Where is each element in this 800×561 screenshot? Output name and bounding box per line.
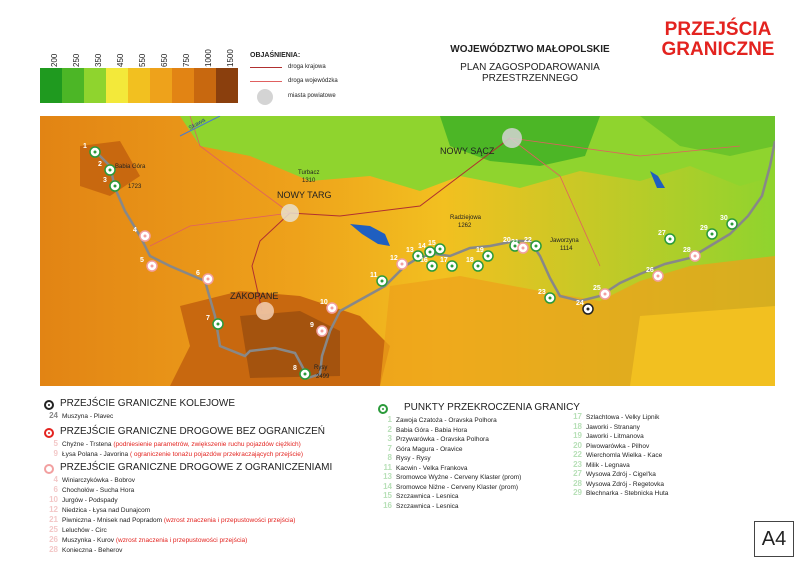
legend-row-name: Muszynka - Kurov — [62, 537, 115, 544]
legend-row-number: 25 — [49, 525, 58, 534]
crossing-marker-dot — [151, 265, 154, 268]
legend-row — [568, 412, 659, 421]
crossing-number-label: 14 — [418, 243, 426, 250]
crossing-marker-dot — [144, 235, 147, 238]
legend-row — [44, 475, 135, 484]
legend-row-name: Kacwin - Velka Frankova — [396, 464, 468, 472]
crossing-marker-dot — [109, 169, 112, 172]
legend-row-name: Sromowce Niżne - Cerveny Klaster (prom) — [396, 483, 519, 491]
legend-row-number: 22 — [573, 450, 582, 459]
crossing-number-label: 16 — [420, 257, 428, 264]
legend-row-name: Rysy - Rysy — [396, 455, 431, 462]
crossing-number-label: 30 — [720, 215, 728, 222]
peak-label-jaworzyna: Jaworzyna — [550, 238, 579, 244]
crossing-marker-dot — [657, 275, 660, 278]
elevation-label: 1000 — [204, 49, 213, 67]
crossing-marker-dot — [94, 151, 97, 154]
national-road-swatch — [250, 67, 282, 68]
legend-row-name: Blechnarka - Stebnicka Huta — [586, 490, 669, 497]
legend-row-name: Wierchomla Wielka - Kace — [586, 452, 663, 459]
legend-row-number: 18 — [573, 421, 582, 431]
legend-row-number: 23 — [573, 459, 582, 469]
crossing-marker-dot — [731, 223, 734, 226]
elevation-swatch — [216, 68, 238, 103]
town-label-nowy-targ: NOWY TARG — [277, 190, 332, 200]
crossing-marker-dot — [439, 248, 442, 251]
crossing-marker-dot — [207, 278, 210, 281]
crossing-number-label: 15 — [428, 240, 436, 247]
legend-row-name: Milik - Legnava — [586, 461, 630, 469]
district-town-swatch — [257, 89, 273, 105]
explanations-legend — [250, 52, 370, 102]
elevation-swatch — [150, 68, 172, 103]
legend-row-number: 27 — [573, 469, 582, 478]
elevation-swatch — [62, 68, 84, 103]
crossing-marker-dot — [535, 245, 538, 248]
crossing-marker-dot — [331, 307, 334, 310]
legend-row — [44, 525, 107, 534]
legend-row — [378, 472, 521, 481]
legend-row-name: Jaworki - Stranany — [586, 423, 640, 431]
legend-row-note: (wzrost znaczenia i przepustowości przejścia) — [115, 537, 248, 544]
crossing-number-label: 27 — [658, 230, 666, 237]
crossing-number-label: 29 — [700, 225, 708, 232]
legend-row — [568, 469, 656, 478]
legend-row-name: Wysowa Zdrój - Regetovka — [586, 480, 664, 488]
border-point-icon — [378, 404, 388, 414]
road-crossing-unrestricted-icon — [44, 428, 54, 438]
crossing-number-label: 22 — [524, 237, 532, 244]
relief-map — [40, 116, 775, 386]
crossing-number-label: 19 — [476, 247, 484, 254]
map-title: PRZEJŚCIA GRANICZNE — [661, 19, 775, 60]
elevation-label: 750 — [182, 53, 191, 67]
crossing-marker-dot — [451, 265, 454, 268]
crossing-marker-dot — [522, 247, 525, 250]
peak-elev-radziejowa: 1262 — [458, 223, 472, 229]
elevation-label: 350 — [94, 53, 103, 67]
crossing-number-label: 7 — [206, 315, 210, 322]
crossing-number-label: 5 — [140, 257, 144, 264]
legend-row-name: Niedzica - Łysa nad Dunajcom — [62, 507, 151, 514]
crossing-number-label: 13 — [406, 247, 414, 254]
legend-row-number: 28 — [573, 478, 582, 488]
peak-elev-turbacz: 1310 — [302, 178, 316, 184]
legend-row-number: 19 — [573, 431, 582, 440]
crossing-number-label: 3 — [103, 177, 107, 184]
legend-row-name: Jurgów - Podspady — [62, 497, 118, 504]
legend-row-number: 6 — [53, 485, 58, 494]
legend-row-number: 28 — [49, 545, 58, 554]
crossing-number-label: 28 — [683, 247, 691, 254]
legend-row — [568, 479, 664, 488]
road-crossing-restricted-icon — [44, 464, 54, 474]
elevation-label: 250 — [72, 53, 81, 67]
legend-row-name: Szczawnica - Lesnica — [396, 502, 459, 510]
legend-row — [378, 434, 489, 443]
legend-row-name: Jaworki - Litmanova — [586, 433, 644, 440]
road-unrestricted-title: PRZEJŚCIE GRANICZNE DROGOWE BEZ OGRANICZEŃ — [60, 426, 326, 437]
legend-row-number: 17 — [573, 412, 582, 421]
crossing-number-label: 21 — [511, 239, 519, 246]
legend-row-number: 14 — [383, 481, 392, 491]
explanation-national-road: droga krajowa — [288, 64, 326, 70]
legend-row-note: (podniesienie parametrów, zwiększenie ruchu pojazdów ciężkich) — [113, 441, 301, 448]
crossing-number-label: 12 — [390, 255, 398, 262]
legend-row-number: 1 — [387, 415, 392, 424]
crossing-number-label: 24 — [576, 300, 584, 307]
legend-row-number: 4 — [53, 475, 58, 484]
elevation-swatch — [194, 68, 216, 103]
elevation-label: 450 — [116, 53, 125, 67]
crossing-marker-dot — [381, 280, 384, 283]
legend-row-name: Chochołów - Sucha Hora — [62, 487, 135, 494]
plan-title-line1: PLAN ZAGOSPODAROWANIA — [460, 62, 600, 73]
legend-row-name: Góra Magura - Oravice — [396, 445, 463, 453]
border-points-title: PUNKTY PRZEKROCZENIA GRANICY — [404, 402, 580, 413]
crossing-number-label: 6 — [196, 270, 200, 277]
town-marker-zakopane — [256, 302, 274, 320]
legend-row-name: Szczawnica - Lesnica — [396, 493, 459, 500]
legend-row-name: Winiarczykówka - Bobrov — [62, 477, 135, 484]
legend-row-number: 9 — [53, 449, 58, 458]
legend-row — [44, 545, 122, 554]
legend-row — [568, 441, 649, 450]
legend-row — [44, 411, 113, 420]
peak-elev-rysy: 2499 — [316, 374, 330, 380]
elevation-swatch — [128, 68, 150, 103]
crossing-marker-dot — [669, 238, 672, 241]
legend-row — [44, 449, 303, 458]
legend-row-note: ( ograniczenie tonażu pojazdów przekraczających przejście) — [129, 451, 303, 458]
crossing-marker-dot — [487, 255, 490, 258]
elevation-scale — [40, 48, 240, 104]
legend-row — [568, 488, 668, 497]
rail-crossing-icon — [44, 400, 54, 410]
legend-row — [378, 415, 497, 424]
legend-row — [44, 515, 295, 524]
elevation-swatch — [172, 68, 194, 103]
legend-row — [378, 453, 431, 462]
peak-label-radziejowa: Radziejowa — [450, 215, 482, 221]
legend-row-number: 7 — [387, 443, 392, 453]
legend-row-name: Konieczna - Beherov — [62, 547, 123, 554]
river-label-skawa: Skawa — [188, 117, 207, 132]
town-marker-nowy-targ — [281, 204, 299, 222]
crossing-number-label: 18 — [466, 257, 474, 264]
crossing-marker-dot — [477, 265, 480, 268]
peak-label-turbacz: Turbacz — [298, 170, 320, 176]
crossing-marker-dot — [114, 185, 117, 188]
legend-road-unrestricted — [44, 426, 374, 462]
peak-elev-babia-gora: 1723 — [128, 184, 142, 190]
explanations-title: OBJAŚNIENIA: — [250, 52, 301, 59]
legend-row — [44, 495, 118, 504]
legend-row-number: 10 — [49, 495, 58, 504]
legend-row-number: 8 — [387, 453, 392, 462]
crossing-number-label: 23 — [538, 289, 546, 296]
legend-row — [568, 422, 640, 431]
road-restricted-title: PRZEJŚCIE GRANICZNE DROGOWE Z OGRANICZENIAMI — [60, 462, 333, 473]
legend-row-name: Sromowce Wyżne - Cerveny Klaster (prom) — [396, 474, 522, 481]
elevation-swatch — [84, 68, 106, 103]
legend-road-restricted — [44, 462, 384, 560]
legend-row — [378, 425, 467, 434]
crossing-number-label: 11 — [370, 272, 378, 279]
elevation-label: 550 — [138, 53, 147, 67]
elevation-swatch — [106, 68, 128, 103]
legend-rail — [44, 398, 374, 424]
legend-row-number: 15 — [383, 491, 392, 500]
town-label-nowy-sacz: NOWY SĄCZ — [440, 146, 495, 156]
legend-row-name: Wysowa Zdrój - Cigel'ka — [586, 471, 656, 478]
explanation-voivodeship-road: droga wojewódzka — [288, 78, 338, 84]
page-size-badge: A4 — [754, 521, 794, 557]
crossing-marker-dot — [604, 293, 607, 296]
legend-row-number: 3 — [387, 434, 392, 443]
legend-row-name: Łysa Polana - Javorina — [62, 451, 129, 458]
crossing-number-label: 1 — [83, 143, 87, 150]
plan-title — [440, 62, 620, 84]
legend-row — [568, 450, 662, 459]
legend-row-note: (wzrost znaczenia i przepustowości przejścia) — [163, 517, 296, 524]
crossing-number-label: 8 — [293, 365, 297, 372]
region-title: WOJEWÓDZTWO MAŁOPOLSKIE — [450, 44, 610, 55]
legend-border-points — [378, 402, 748, 512]
legend-row-number: 13 — [383, 472, 392, 481]
legend-row — [378, 463, 468, 472]
legend-row-name: Babia Góra - Babia Hora — [396, 426, 468, 434]
legend-row — [44, 439, 301, 448]
rail-section-title: PRZEJŚCIE GRANICZNE KOLEJOWE — [60, 398, 236, 409]
legend-row-name: Zawoja Czatoża - Oravska Polhora — [396, 417, 497, 424]
legend-row-number: 16 — [383, 500, 392, 510]
legend-row — [568, 460, 630, 469]
legend-row-number: 21 — [49, 515, 58, 524]
crossing-number-label: 26 — [646, 267, 654, 274]
legend-row-name: Piwniczna - Mnisek nad Popradom — [62, 517, 163, 524]
legend-row-number: 26 — [49, 535, 58, 544]
crossing-number-label: 20 — [503, 237, 511, 244]
elevation-label: 650 — [160, 53, 169, 67]
legend-row-number: 24 — [49, 411, 58, 420]
crossing-number-label: 4 — [133, 227, 137, 234]
legend-row-name: Leluchów - Circ — [62, 527, 107, 534]
crossing-marker-dot — [711, 233, 714, 236]
elevation-swatch — [40, 68, 62, 103]
town-label-zakopane: ZAKOPANE — [230, 291, 279, 301]
legend-row-name: Przywarówka - Oravska Polhora — [396, 436, 489, 443]
legend-row-name: Piwowarówka - Pilhov — [586, 442, 650, 450]
legend-row-number: 12 — [49, 505, 58, 514]
crossing-number-label: 17 — [440, 257, 448, 264]
town-marker-nowy-sacz — [502, 128, 522, 148]
crossing-marker-dot — [694, 255, 697, 258]
legend-row — [378, 501, 459, 510]
crossing-marker-dot — [549, 297, 552, 300]
legend-row — [44, 505, 150, 514]
legend-row-name: Chyżne - Trstena — [62, 441, 112, 448]
legend-row-number: 29 — [573, 488, 582, 497]
crossing-marker-dot — [321, 330, 324, 333]
peak-label-rysy: Rysy — [314, 365, 328, 371]
legend-row-number: 2 — [387, 424, 392, 434]
explanation-district-towns: miasta powiatowe — [288, 93, 336, 99]
crossing-number-label: 9 — [310, 322, 314, 329]
legend-row — [378, 491, 459, 500]
legend-row-number: 20 — [573, 440, 582, 450]
crossing-marker-dot — [431, 265, 434, 268]
legend-row-name: Muszyna - Plavec — [62, 413, 114, 420]
elevation-label: 200 — [50, 53, 59, 67]
crossing-marker-dot — [304, 373, 307, 376]
legend-row — [44, 535, 247, 544]
crossing-number-label: 2 — [98, 161, 102, 168]
legend-row — [378, 444, 462, 453]
legend-row-number: 11 — [383, 462, 392, 472]
legend-row — [378, 482, 518, 491]
crossing-marker-dot — [401, 263, 404, 266]
legend-row — [44, 485, 134, 494]
legend-row — [568, 431, 644, 440]
legend-row-number: 5 — [53, 439, 58, 448]
legend-row-name: Szlachtowa - Velky Lipnik — [586, 414, 660, 421]
peak-elev-jaworzyna: 1114 — [560, 246, 573, 252]
crossing-number-label: 10 — [320, 299, 328, 306]
crossing-marker-dot — [587, 308, 590, 311]
crossing-marker-dot — [217, 323, 220, 326]
crossing-number-label: 25 — [593, 285, 601, 292]
crossing-marker-dot — [429, 251, 432, 254]
voivodeship-road-swatch — [250, 81, 282, 82]
elevation-label: 1500 — [226, 49, 235, 67]
plan-title-line2: PRZESTRZENNEGO — [481, 73, 579, 84]
peak-label-babia-gora: Babia Góra — [115, 164, 146, 170]
